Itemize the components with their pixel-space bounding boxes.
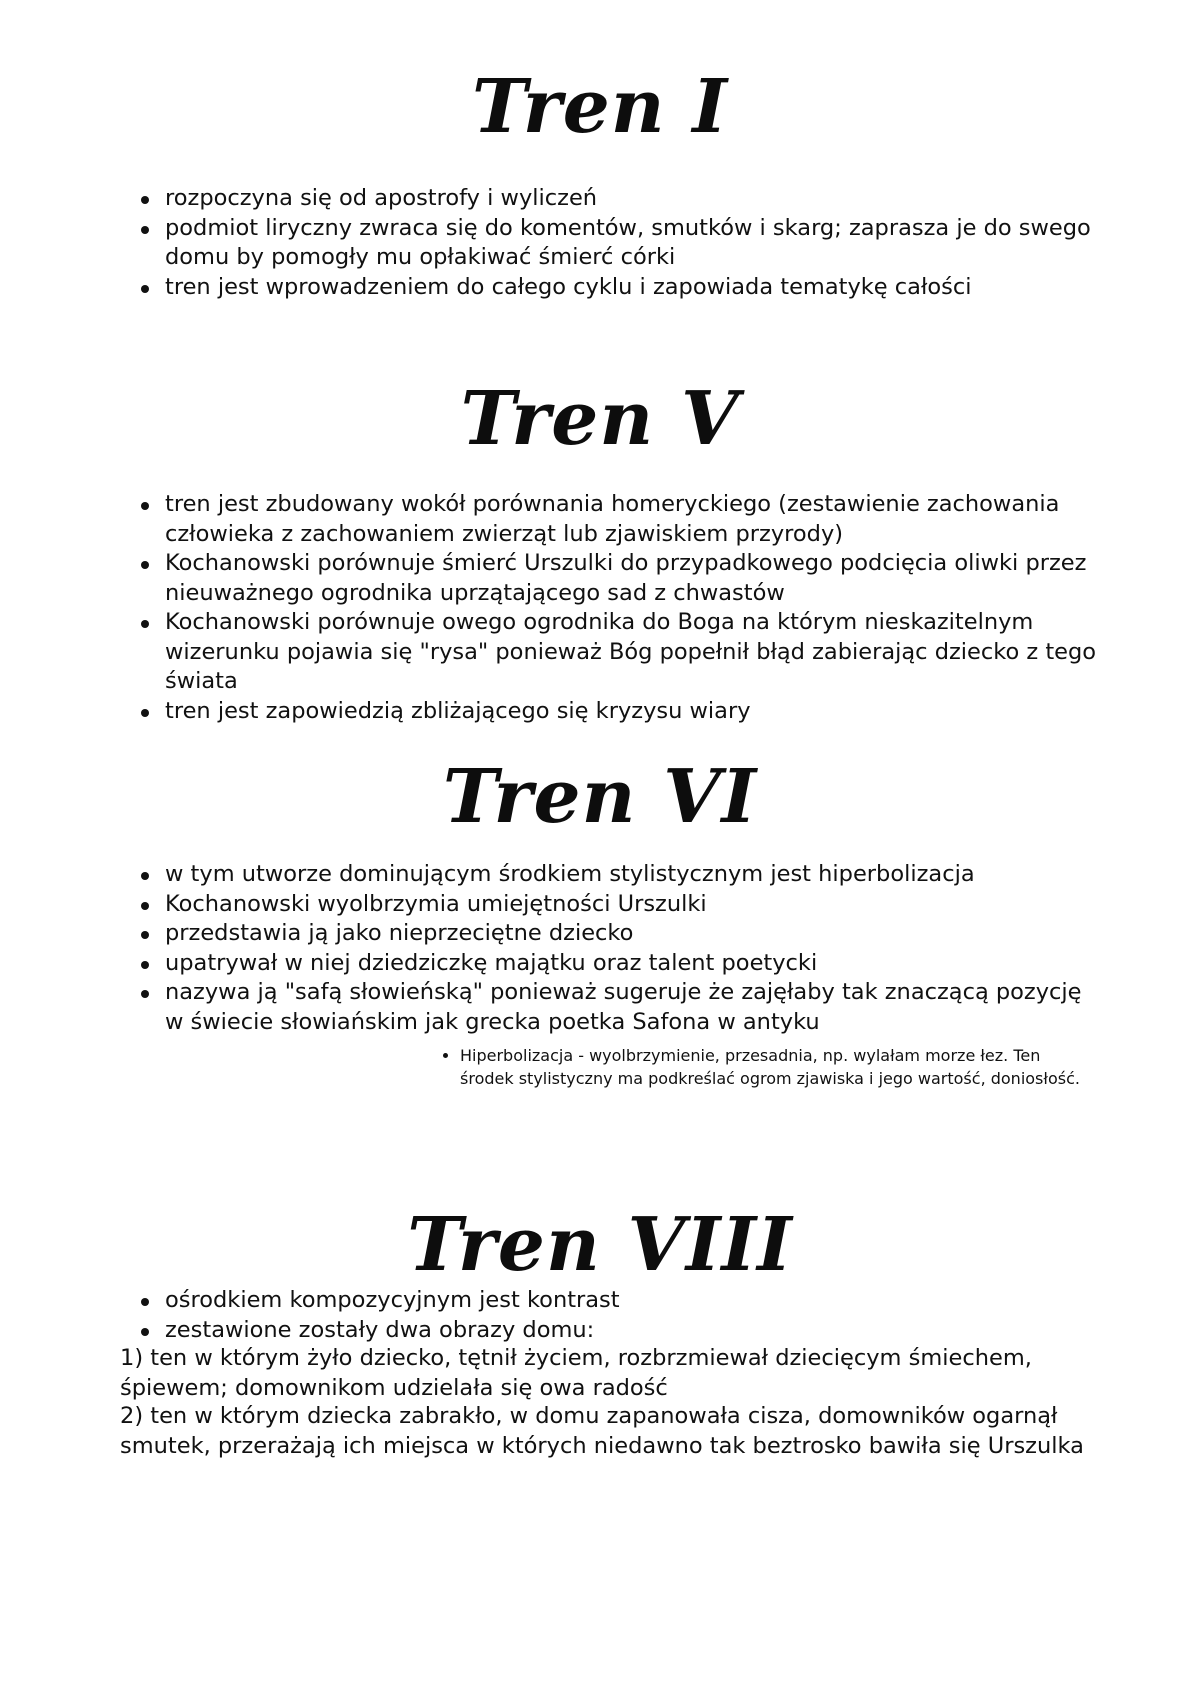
list-item: przedstawia ją jako nieprzeciętne dziecko [135,919,1095,949]
list-item: nazywa ją "safą słowieńską" ponieważ sugeruje że zajęłaby tak znaczącą pozycję w świecie słowiańskim jak grecka poetka Safona w antyku [135,978,1095,1037]
tren-8-title: Tren VIII [407,1202,793,1288]
list-item: Kochanowski porównuje śmierć Urszulki do przypadkowego podcięcia oliwki przez nieuważnego ogrodnika uprzątającego sad z chwastów [135,549,1145,608]
tren-8-point-2: 2) ten w którym dziecka zabrakło, w domu zapanowała cisza, domowników ogarnął smutek, przerażają ich miejsca w których niedawno tak beztrosko bawiła się Urszulka [120,1403,1084,1459]
list-item: ośrodkiem kompozycyjnym jest kontrast [135,1286,1095,1316]
note-item: Hiperbolizacja - wyolbrzymienie, przesadnia, np. wylałam morze łez. Ten środek stylistyczny ma podkreślać ogrom zjawiska i jego wartość, doniosłość. [440,1044,1080,1090]
list-item: tren jest zbudowany wokół porównania homeryckiego (zestawienie zachowania człowieka z zachowaniem zwierząt lub zjawiskiem przyrody) [135,490,1145,549]
tren-5-title: Tren V [460,376,740,462]
list-item: upatrywał w niej dziedziczkę majątku oraz talent poetycki [135,949,1095,979]
list-item: Kochanowski wyolbrzymia umiejętności Urszulki [135,890,1095,920]
tren-8-list [135,1286,1095,1345]
tren-5-list [135,490,1145,726]
hiperbolizacja-note [440,1044,1080,1090]
list-item: rozpoczyna się od apostrofy i wyliczeń [135,184,1095,214]
list-item: w tym utworze dominującym środkiem stylistycznym jest hiperbolizacja [135,860,1095,890]
tren-1-list [135,184,1095,302]
list-item: tren jest zapowiedzią zbliżającego się kryzysu wiary [135,697,1145,727]
tren-6-title: Tren VI [442,754,758,840]
list-item: Kochanowski porównuje owego ogrodnika do Boga na którym nieskazitelnym wizerunku pojawia się "rysa" ponieważ Bóg popełnił błąd zabierając dziecko z tego świata [135,608,1145,697]
tren-1-title: Tren I [472,64,728,150]
list-item: podmiot liryczny zwraca się do komentów, smutków i skarg; zaprasza je do swego domu by pomogły mu opłakiwać śmierć córki [135,214,1095,273]
list-item: tren jest wprowadzeniem do całego cyklu i zapowiada tematykę całości [135,273,1095,303]
tren-6-list [135,860,1095,1037]
tren-8-point-1: 1) ten w którym żyło dziecko, tętnił życiem, rozbrzmiewał dziecięcym śmiechem, śpiewem; domownikom udzielała się owa radość [120,1345,1032,1401]
list-item: zestawione zostały dwa obrazy domu: [135,1316,1095,1346]
